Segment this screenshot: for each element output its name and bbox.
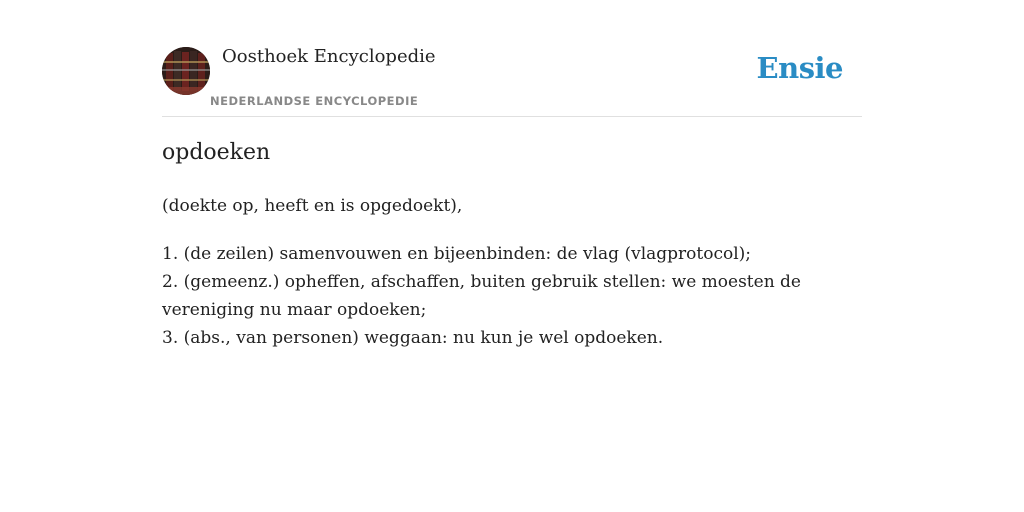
ensie-logo[interactable]: Ensie <box>756 51 843 85</box>
site-title[interactable]: Oosthoek Encyclopedie <box>222 46 436 67</box>
entry-title: opdoeken <box>162 140 271 165</box>
definition-item: 3. (abs., van personen) weggaan: nu kun je wel opdoeken. <box>162 328 664 348</box>
definition-item: 2. (gemeenz.) opheffen, afschaffen, buiten gebruik stellen: we moesten de vereniging nu maar opdoeken; <box>162 272 801 320</box>
page-container <box>162 0 862 348</box>
entry-definitions <box>162 240 822 352</box>
site-subtitle: NEDERLANDSE ENCYCLOPEDIE <box>210 94 419 108</box>
definition-item: 1. (de zeilen) samenvouwen en bijeenbinden: de vlag (vlagprotocol); <box>162 244 752 264</box>
entry-grammar: (doekte op, heeft en is opgedoekt), <box>162 196 463 216</box>
site-header <box>162 0 862 117</box>
book-spines-icon <box>162 47 210 95</box>
encyclopedia-avatar[interactable] <box>162 47 210 95</box>
